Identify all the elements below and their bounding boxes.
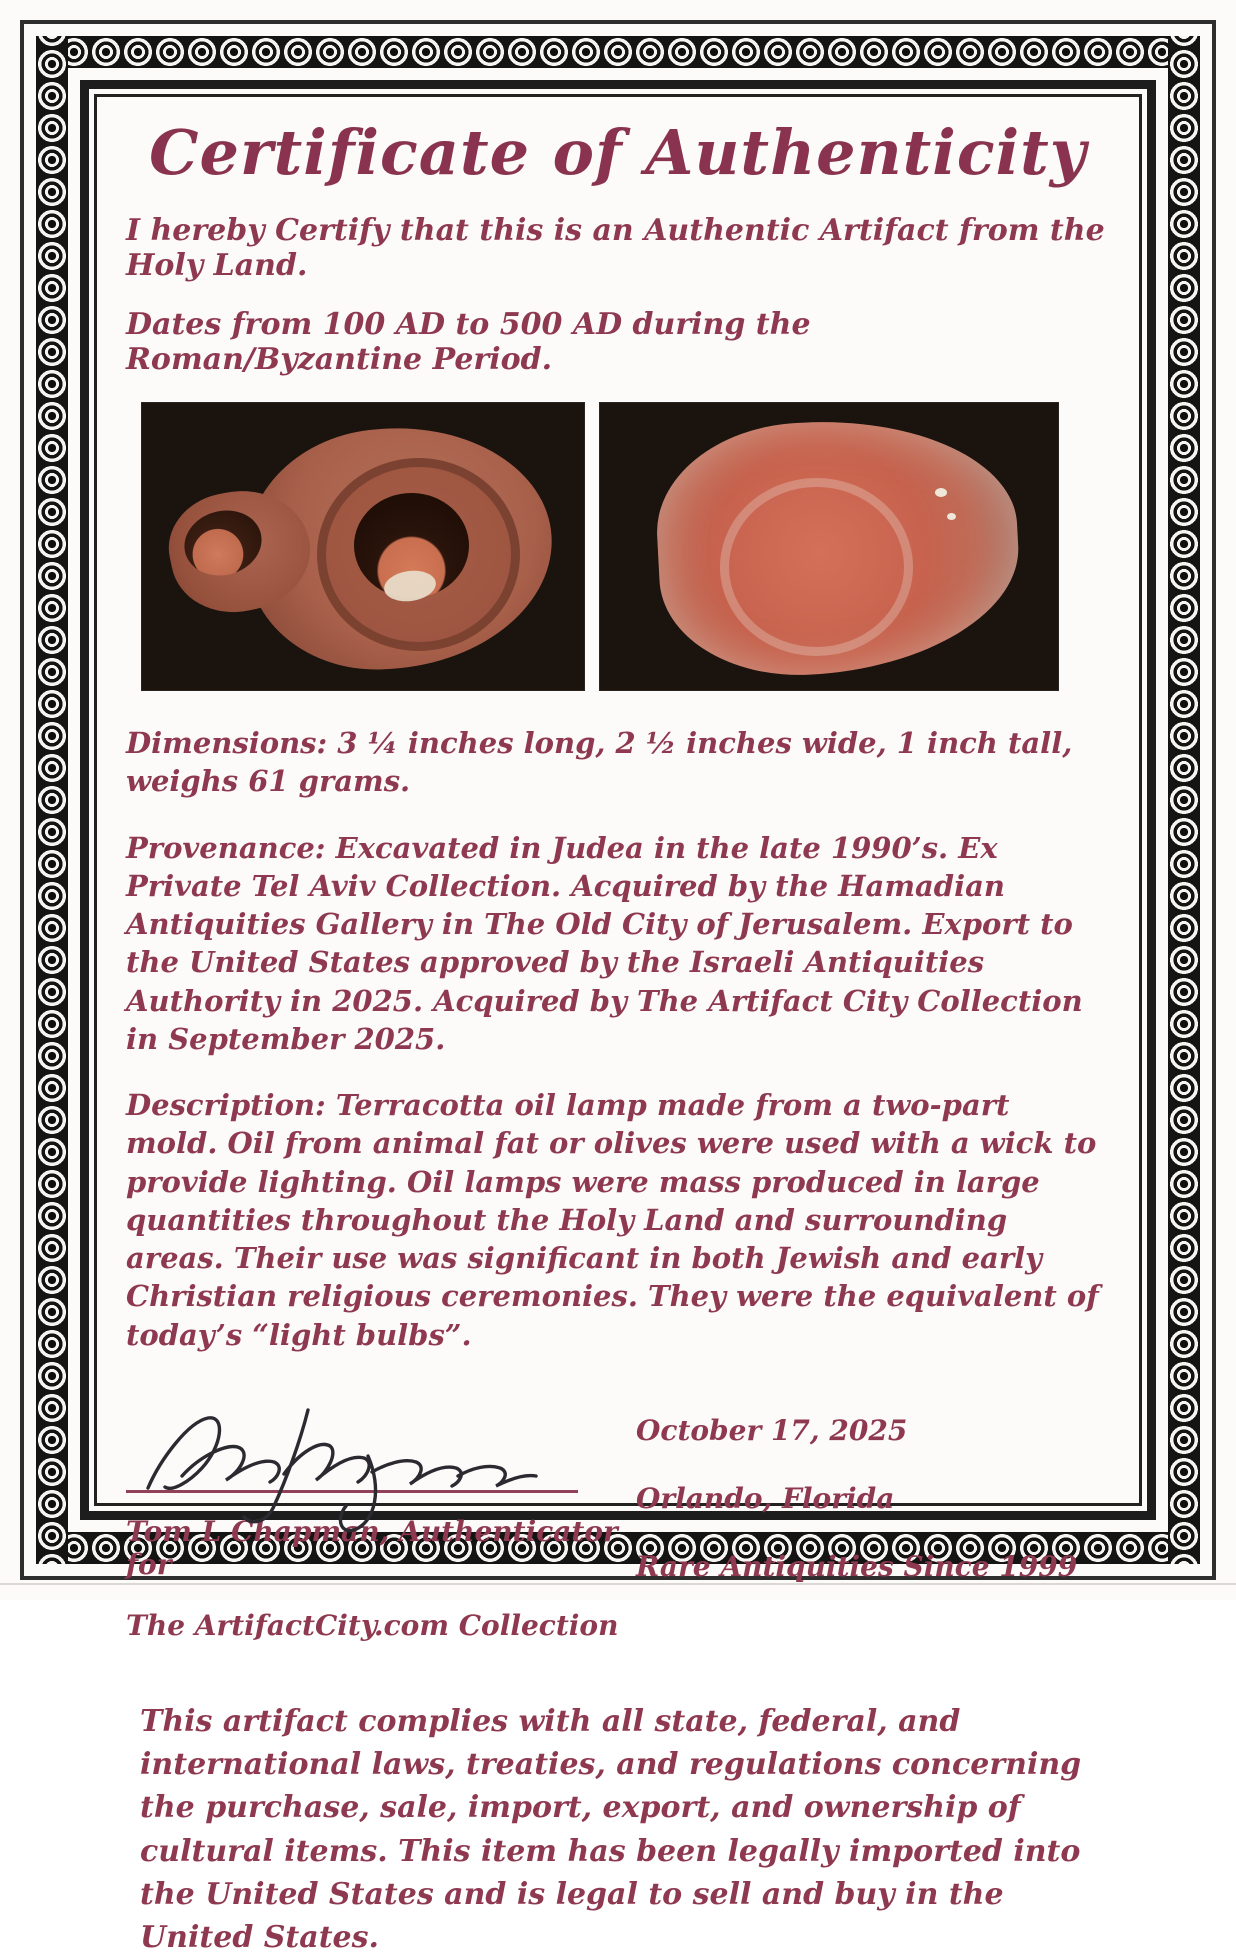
description-label: Description: [126,1088,326,1123]
circle-ornament-border-right [1168,36,1200,1564]
lamp-base-speck [947,513,956,520]
lamp-base-speck [935,488,947,497]
dimensions-paragraph [126,724,1110,801]
provenance-label: Provenance: [126,830,326,865]
description-paragraph [126,1086,1110,1354]
signer-name-title: Tom L Chapman, Authenticator for [126,1514,618,1581]
provenance-text: Excavated in Judea in the late 1990’s. Ex Private Tel Aviv Collection. Acquired by the Hamadian Antiquities Gallery in The Old City of Jerusalem. Export to the United States approved by the Israeli Antiquities Authority in 2025. Acquired by The Artifact City Collection in September 2025. [126,830,1083,1056]
dimensions-text: 3 ¼ inches long, 2 ½ inches wide, 1 inch tall, weighs 61 grams. [126,726,1073,799]
artifact-photo-top-view [142,403,584,690]
certification-date: October 17, 2025 [636,1413,908,1447]
certificate-content [100,98,1136,1955]
dimensions-label: Dimensions: [126,726,328,760]
certificate-title: Certificate of Authenticity [149,116,1087,189]
signature-column [126,1384,636,1642]
legal-compliance-paragraph: This artifact complies with all state, federal, and international laws, treaties, and regulations concerning the purchase, sale, import, export, and ownership of cultural items. This item has been legally imported into the United States and is legal to sell and buy in the United States. [140,1703,1082,1955]
circle-ornament-border-top [36,36,1200,68]
handwritten-signature [132,1384,602,1524]
intro-line-2: Dates from 100 AD to 500 AD during the Roman/Byzantine Period. [126,307,811,377]
lamp-base-ring [720,478,913,656]
description-text: Terracotta oil lamp made from a two-part mold. Oil from animal fat or olives were used with a wick to provide lighting. Oil lamps were mass produced in large quantities throughout the Holy Land and surrounding areas. Their use was significant in both Jewish and early Christian religious ceremonies. They were the equivalent of today’s “light bulbs”. [126,1088,1099,1352]
certification-meta-column [636,1384,1077,1642]
circle-ornament-border-left [36,36,68,1564]
signer-collection: The ArtifactCity.com Collection [126,1608,619,1642]
signature-block [126,1384,1110,1642]
certification-location: Orlando, Florida [636,1481,895,1515]
provenance-paragraph [126,829,1110,1059]
certification-tagline: Rare Antiquities Since 1999 [636,1549,1078,1583]
intro-line-1: I hereby Certify that this is an Authentic Artifact from the Holy Land. [126,213,1105,283]
artifact-photo-bottom-view [600,403,1058,690]
artifact-photos [126,403,1110,690]
